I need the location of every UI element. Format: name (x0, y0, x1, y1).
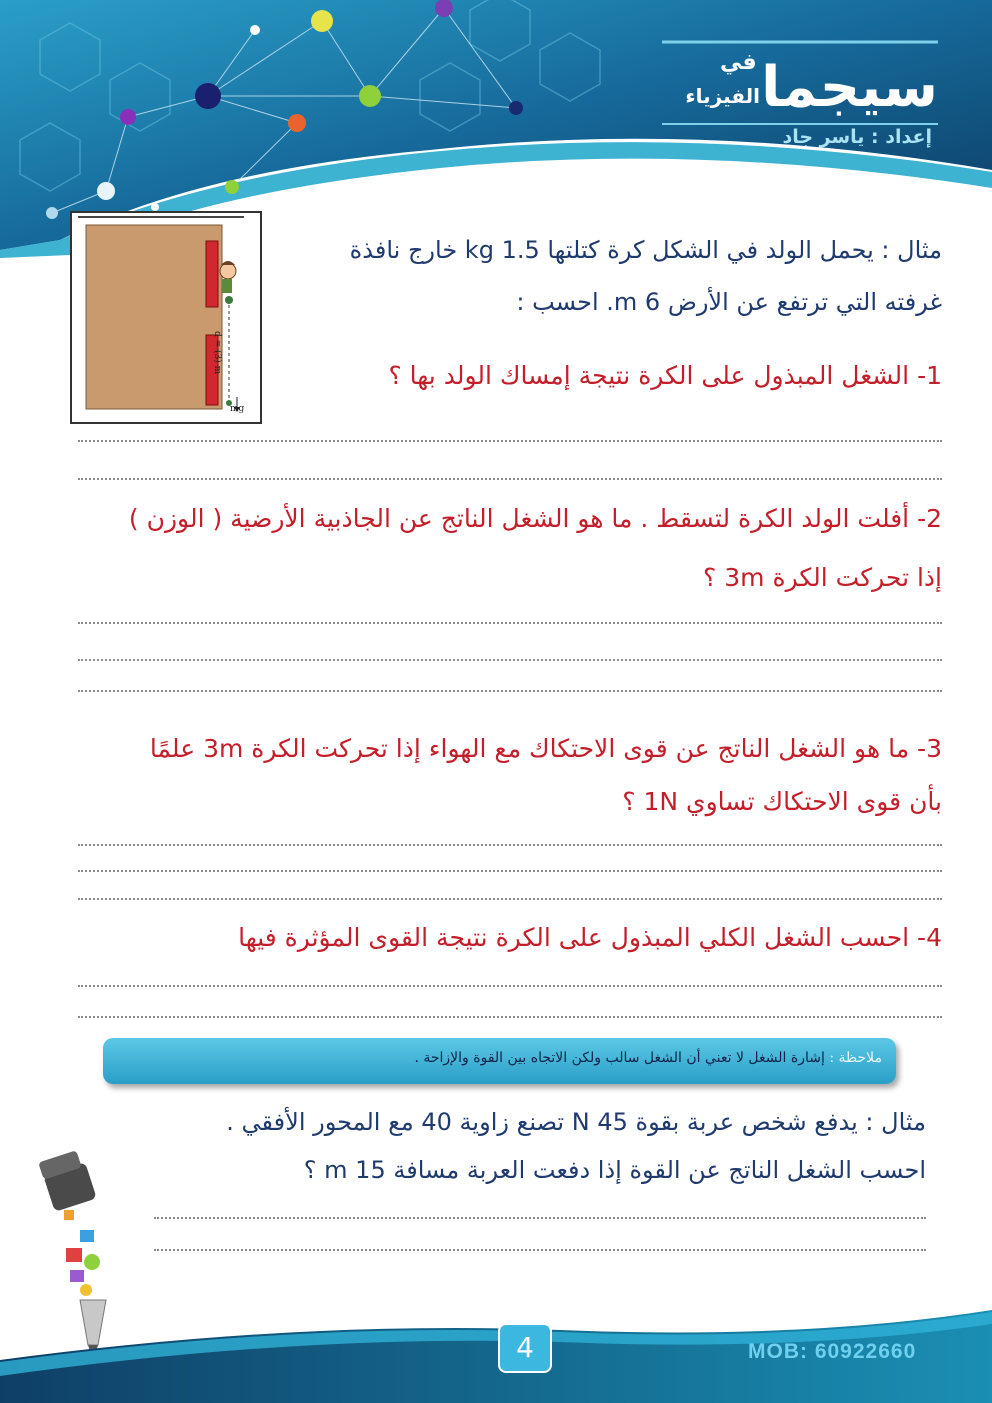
example2-line1: مثال : يدفع شخص عربة بقوة 45 N تصنع زاوية 40 مع المحور الأفقي . (226, 1108, 926, 1136)
author-credit: إعداد : ياسر جاد (782, 126, 932, 148)
note-text: إشارة الشغل لا تعني أن الشغل سالب ولكن الاتجاه بين القوة والإزاحة . (414, 1050, 825, 1066)
page-number: 4 (498, 1323, 552, 1373)
answer-line (154, 1217, 926, 1219)
question-3-line1: 3- ما هو الشغل الناتج عن قوى الاحتكاك مع الهواء إذا تحركت الكرة 3m علمًا (149, 734, 942, 763)
question-1: 1- الشغل المبذول على الكرة نتيجة إمساك الولد بها ؟ (388, 361, 942, 390)
window-figure (70, 211, 262, 424)
question-2-line2: إذا تحركت الكرة 3m ؟ (703, 563, 942, 592)
answer-line (78, 985, 942, 987)
answer-line (78, 622, 942, 624)
note-label: ملاحظة : (829, 1050, 882, 1066)
answer-line (78, 690, 942, 692)
answer-line (78, 440, 942, 442)
brand-subtitle: الفيزياء (685, 84, 760, 108)
answer-line (78, 844, 942, 846)
mobile-number: MOB: 60922660 (748, 1340, 917, 1363)
answer-line (78, 898, 942, 900)
note-box (103, 1038, 896, 1084)
weight-label: mg (230, 404, 245, 414)
boy-window-diagram (72, 213, 260, 422)
answer-line (78, 1016, 942, 1018)
distance-label: d = (3) m (212, 331, 222, 375)
example1-line1: مثال : يحمل الولد في الشكل كرة كتلتها 1.5 kg خارج نافذة (349, 236, 942, 264)
brand-title: سيجما (761, 55, 938, 120)
answer-line (78, 659, 942, 661)
example1-line2: غرفته التي ترتفع عن الأرض 6 m. احسب : (516, 288, 942, 316)
answer-line (78, 478, 942, 480)
brand-fi: في (720, 50, 757, 75)
question-4: 4- احسب الشغل الكلي المبذول على الكرة نتيجة القوى المؤثرة فيها (238, 923, 942, 952)
question-2-line1: 2- أفلت الولد الكرة لتسقط . ما هو الشغل الناتج عن الجاذبية الأرضية ( الوزن ) (128, 504, 942, 533)
question-3-line2: بأن قوى الاحتكاك تساوي 1N ؟ (622, 787, 942, 816)
answer-line (154, 1249, 926, 1251)
example2-line2: احسب الشغل الناتج عن القوة إذا دفعت العربة مسافة 15 m ؟ (303, 1156, 926, 1184)
answer-line (78, 870, 942, 872)
